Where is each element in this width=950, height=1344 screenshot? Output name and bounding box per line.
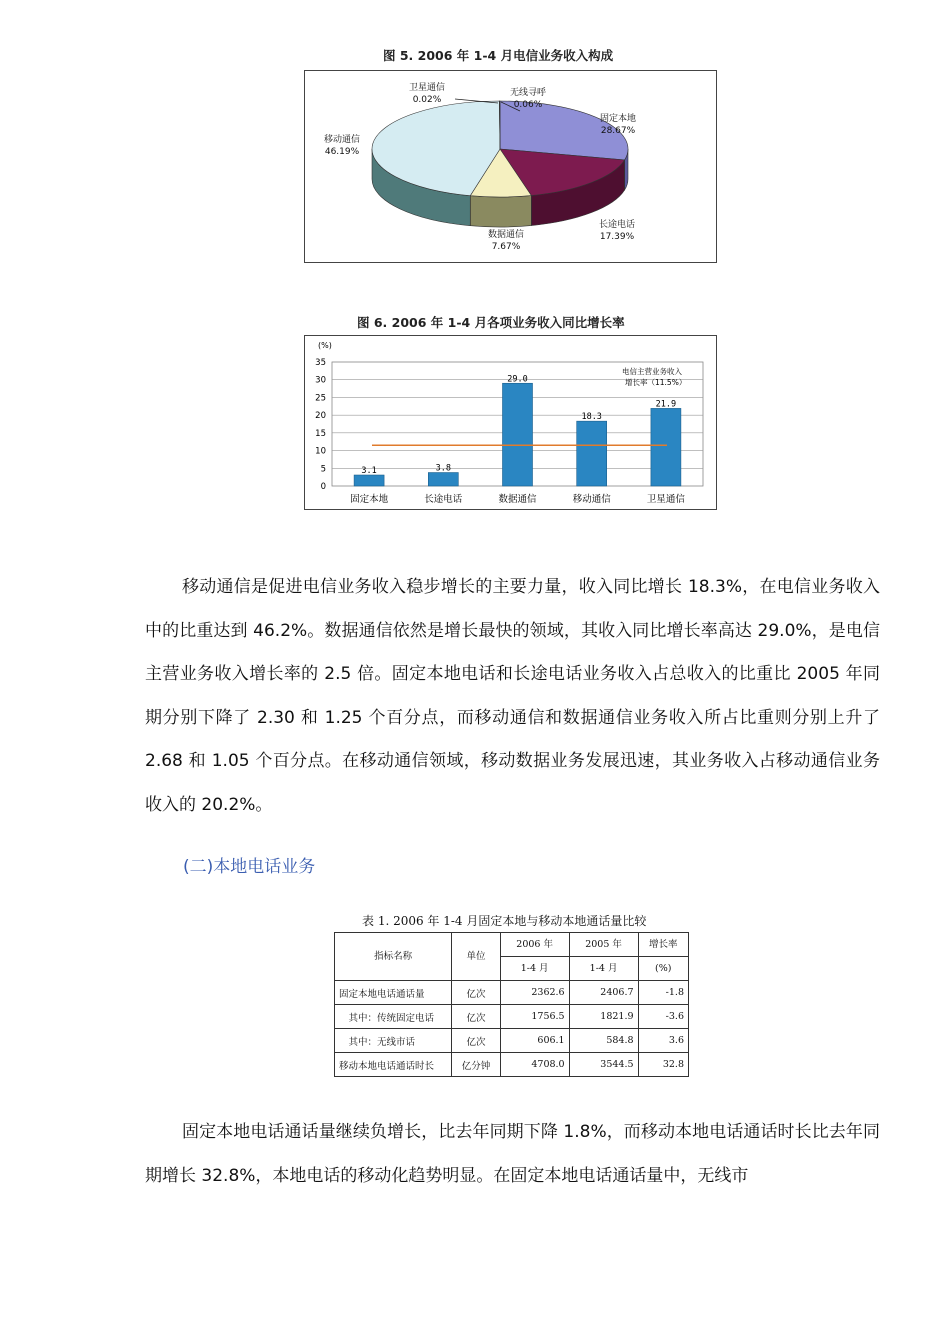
bar-4 <box>651 408 681 486</box>
paragraph-local-call-trend <box>145 1111 880 1198</box>
table-local-call-volume <box>334 932 689 1077</box>
y-tick-label: 5 <box>320 464 326 475</box>
th-2005-period: 1-4 月 <box>569 957 638 981</box>
th-2006-year: 2006 年 <box>500 933 569 957</box>
y-tick-label: 35 <box>315 358 326 368</box>
pie-label-fixed-local <box>600 113 636 137</box>
pie-label-mobile-pct: 46.19% <box>324 147 360 157</box>
y-tick-label: 25 <box>315 393 326 404</box>
y-tick-label: 15 <box>315 428 326 439</box>
bar-value-label: 18.3 <box>581 412 602 423</box>
cell-name: 移动本地电话通话时长 <box>335 1053 452 1077</box>
pie-label-satellite <box>409 82 445 106</box>
cell-2006: 1756.5 <box>500 1005 569 1029</box>
reference-label-line1: 电信主营业务收入 <box>622 367 682 376</box>
pie-label-long-distance <box>599 219 635 243</box>
x-tick-label: 固定本地 <box>350 494 389 505</box>
pie-label-satellite-name: 卫星通信 <box>409 83 446 93</box>
pie-label-mobile <box>324 134 360 158</box>
bar-value-label: 3.8 <box>435 463 451 474</box>
cell-unit: 亿分钟 <box>452 1053 500 1077</box>
reference-label-line2: 增长率（11.5%） <box>625 378 687 387</box>
pie-label-data <box>488 229 524 253</box>
section-heading-local-phone: (二)本地电话业务 <box>183 857 316 877</box>
bar-2 <box>503 383 533 486</box>
cell-name: 其中：无线市话 <box>335 1029 452 1053</box>
th-2006-period: 1-4 月 <box>500 957 569 981</box>
th-unit: 单位 <box>452 933 500 981</box>
pie-label-paging-name: 无线寻呼 <box>510 88 547 98</box>
cell-name: 固定本地电话通话量 <box>335 981 452 1005</box>
bar-svg <box>305 336 716 509</box>
paragraph-1-text: 移动通信是促进电信业务收入稳步增长的主要力量，收入同比增长 18.3%，在电信业务收入中的比重达到 46.2%。数据通信依然是增长最快的领域，其收入同比增长率高达 29.0%，是电信主营业务收入增长率的 2.5 倍。固定本地电话和长途电话业务收入占总收入的比重比 2005 年同期分别下降了 2.30 和 1.25 个百分点，而移动通信和数据通信业务收入所占比重则分别上升了 2.68 和 1.05 个百分点。在移动通信领域，移动数据业务发展迅速，其业务收入占移动通信业务收入的 20.2%。 <box>145 577 880 815</box>
cell-unit: 亿次 <box>452 981 500 1005</box>
th-growth-unit: (%) <box>638 957 688 981</box>
cell-growth: -3.6 <box>638 1005 688 1029</box>
x-tick-label: 长途电话 <box>424 494 463 505</box>
cell-growth: 3.6 <box>638 1029 688 1053</box>
table-header-row <box>335 933 689 957</box>
cell-2005: 3544.5 <box>569 1053 638 1077</box>
paragraph-mobile-growth <box>145 566 880 827</box>
pie-label-mobile-name: 移动通信 <box>324 135 361 145</box>
cell-growth: 32.8 <box>638 1053 688 1077</box>
th-2005-year: 2005 年 <box>569 933 638 957</box>
cell-2006: 606.1 <box>500 1029 569 1053</box>
pie-label-long-distance-name: 长途电话 <box>599 220 636 230</box>
pie-label-fixed-local-pct: 28.67% <box>600 126 636 136</box>
pie-label-data-name: 数据通信 <box>488 230 525 240</box>
y-tick-label: 30 <box>315 375 326 386</box>
bar-value-label: 29.0 <box>507 374 528 385</box>
figure5-pie-chart <box>304 70 717 263</box>
table-row <box>335 1053 689 1077</box>
cell-2005: 584.8 <box>569 1029 638 1053</box>
cell-2006: 4708.0 <box>500 1053 569 1077</box>
pie-label-fixed-local-name: 固定本地 <box>600 114 637 124</box>
bar-value-label: 3.1 <box>361 466 377 477</box>
bar-0 <box>354 475 384 486</box>
bar-1 <box>428 473 458 486</box>
th-growth: 增长率 <box>638 933 688 957</box>
y-axis-unit: (%) <box>318 341 332 350</box>
cell-unit: 亿次 <box>452 1005 500 1029</box>
bar-3 <box>577 421 607 486</box>
th-name: 指标名称 <box>335 933 452 981</box>
cell-2005: 2406.7 <box>569 981 638 1005</box>
cell-2005: 1821.9 <box>569 1005 638 1029</box>
y-tick-label: 20 <box>315 411 326 422</box>
table1-caption: 表 1. 2006 年 1-4 月固定本地与移动本地通话量比较 <box>362 914 647 928</box>
pie-label-paging <box>510 87 546 111</box>
x-tick-label: 移动通信 <box>572 494 611 505</box>
table-row <box>335 981 689 1005</box>
y-tick-label: 10 <box>315 446 326 457</box>
table-row <box>335 1029 689 1053</box>
pie-label-satellite-pct: 0.02% <box>412 95 442 105</box>
pie-label-paging-pct: 0.06% <box>513 100 543 110</box>
figure6-bar-chart <box>304 335 717 510</box>
figure6-caption: 图 6. 2006 年 1-4 月各项业务收入同比增长率 <box>357 315 625 330</box>
cell-2006: 2362.6 <box>500 981 569 1005</box>
pie-label-data-pct: 7.67% <box>491 242 521 252</box>
x-tick-label: 卫星通信 <box>646 494 685 505</box>
figure5-caption: 图 5. 2006 年 1-4 月电信业务收入构成 <box>383 48 614 63</box>
table-row <box>335 1005 689 1029</box>
cell-unit: 亿次 <box>452 1029 500 1053</box>
cell-growth: -1.8 <box>638 981 688 1005</box>
pie-side-2 <box>470 196 531 227</box>
cell-name: 其中：传统固定电话 <box>335 1005 452 1029</box>
bar-value-label: 21.9 <box>655 399 677 410</box>
pie-label-long-distance-pct: 17.39% <box>599 232 635 242</box>
y-tick-label: 0 <box>320 482 326 492</box>
x-tick-label: 数据通信 <box>498 494 537 505</box>
paragraph-2-text: 固定本地电话通话量继续负增长，比去年同期下降 1.8%，而移动本地电话通话时长比去年同期增长 32.8%，本地电话的移动化趋势明显。在固定本地电话通话量中，无线市 <box>145 1122 880 1186</box>
